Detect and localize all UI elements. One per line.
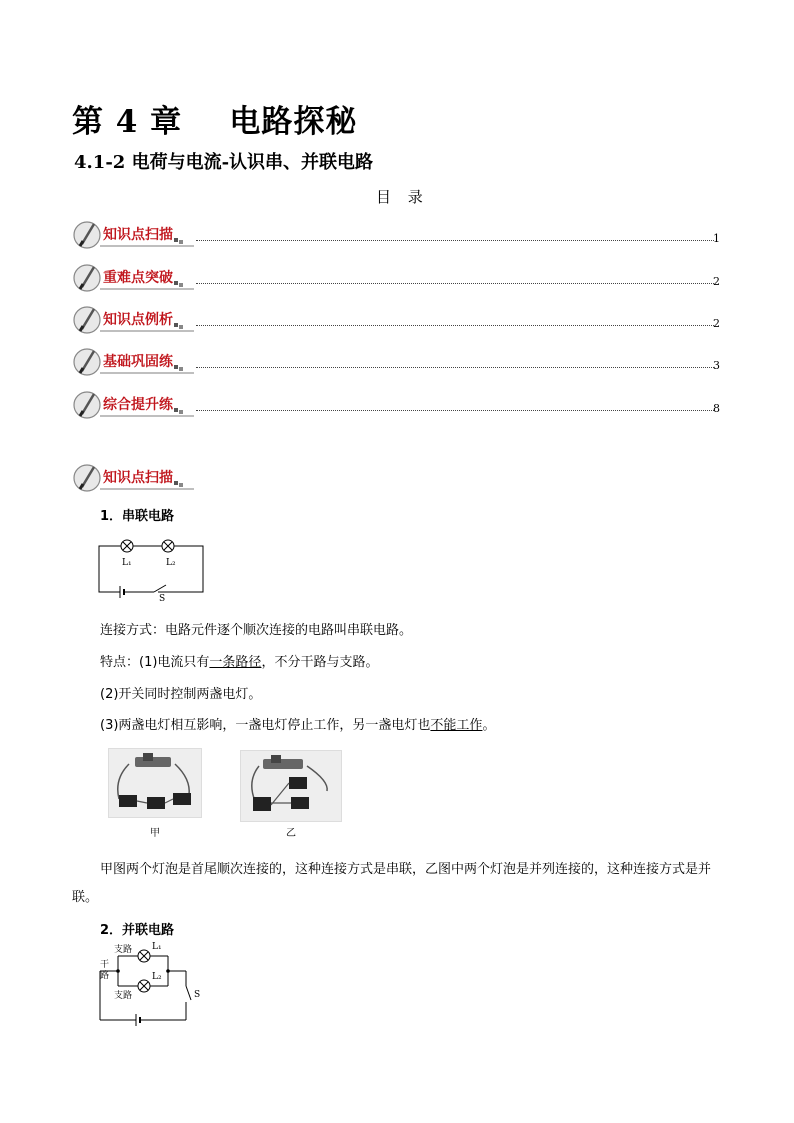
- section-badge: [72, 303, 196, 335]
- section-badge: [72, 345, 196, 377]
- parallel-heading: 2．并联电路: [100, 923, 175, 938]
- lamp-l1-label: L₁: [152, 942, 162, 952]
- toc-item-label: 综合提升练: [103, 397, 173, 413]
- lesson-subtitle: 4.1-2 电荷与电流-认识串、并联电路: [74, 152, 374, 173]
- toc-item[interactable]: [72, 303, 720, 335]
- feature-1-underline: 一条路径: [209, 655, 262, 670]
- dot-leader: [196, 367, 714, 368]
- parallel-circuit-diagram: [96, 940, 216, 1026]
- toc-item[interactable]: [72, 218, 720, 250]
- dot-leader: [196, 283, 714, 284]
- connect-method: 连接方式：电路元件逐个顺次连接的电路叫串联电路。: [100, 623, 413, 638]
- feature-3-suffix: 。: [482, 718, 496, 733]
- photo-caption-a: 甲: [150, 828, 160, 839]
- photo-series-circuit: [108, 748, 202, 818]
- lamp-l2-label: L₂: [166, 558, 176, 568]
- photo-caption-b: 乙: [286, 828, 296, 839]
- dot-leader: [196, 410, 714, 411]
- dot-leader: [196, 240, 714, 241]
- series-heading: 1．串联电路: [100, 509, 175, 524]
- toc-item[interactable]: [72, 261, 720, 293]
- feature-3: [100, 717, 495, 735]
- toc-item[interactable]: [72, 388, 720, 420]
- feature-1-prefix: 特点：(1)电流只有: [100, 655, 210, 670]
- section-badge: [72, 218, 196, 250]
- chapter-title: 第 4 章 电路探秘: [72, 104, 358, 140]
- toc-page-number: 2: [713, 317, 720, 330]
- section-badge-knowledge: [72, 461, 196, 493]
- dot-leader: [196, 325, 714, 326]
- lamp-l1-label: L₁: [122, 558, 132, 568]
- toc-page-number: 1: [713, 232, 720, 245]
- switch-label: S: [194, 990, 201, 1000]
- feature-3-prefix: (3)两盏电灯相互影响，一盏电灯停止工作，另一盏电灯也: [100, 718, 431, 733]
- toc-item-label: 知识点例析: [103, 312, 173, 328]
- toc-item[interactable]: [72, 345, 720, 377]
- series-circuit-diagram: [96, 536, 206, 606]
- feature-3-underline: 不能工作: [430, 718, 483, 733]
- toc-page-number: 2: [713, 275, 720, 288]
- toc-heading: 目 录: [376, 188, 429, 206]
- feature-2: (2)开关同时控制两盏电灯。: [100, 687, 262, 702]
- section-badge-label: 知识点扫描: [103, 470, 173, 486]
- circuit-photo-illustration: [109, 749, 201, 817]
- toc-item-label: 重难点突破: [103, 270, 173, 286]
- lamp-l2-label: L₂: [152, 972, 162, 982]
- toc-item-label: 知识点扫描: [103, 227, 173, 243]
- circuit-photo-illustration: [241, 751, 341, 821]
- toc-page-number: 3: [713, 359, 720, 372]
- section-badge: [72, 261, 196, 293]
- feature-1-suffix: ，不分干路与支路。: [261, 655, 379, 670]
- switch-label: S: [159, 594, 166, 604]
- series-circuit-svg: [96, 536, 206, 606]
- main-line-label: 干路: [100, 960, 110, 981]
- toc-page-number: 8: [713, 402, 720, 415]
- photo-explanation: 甲图两个灯泡是首尾顺次连接的，这种连接方式是串联，乙图中两个灯泡是并列连接的，这种连接方式是并联。: [72, 862, 712, 905]
- photo-parallel-circuit: [240, 750, 342, 822]
- toc-item-label: 基础巩固练: [103, 354, 173, 370]
- section-badge: [72, 388, 196, 420]
- feature-1: [100, 654, 378, 672]
- branch-label-1: 支路: [114, 945, 133, 955]
- branch-label-2: 支路: [114, 991, 133, 1001]
